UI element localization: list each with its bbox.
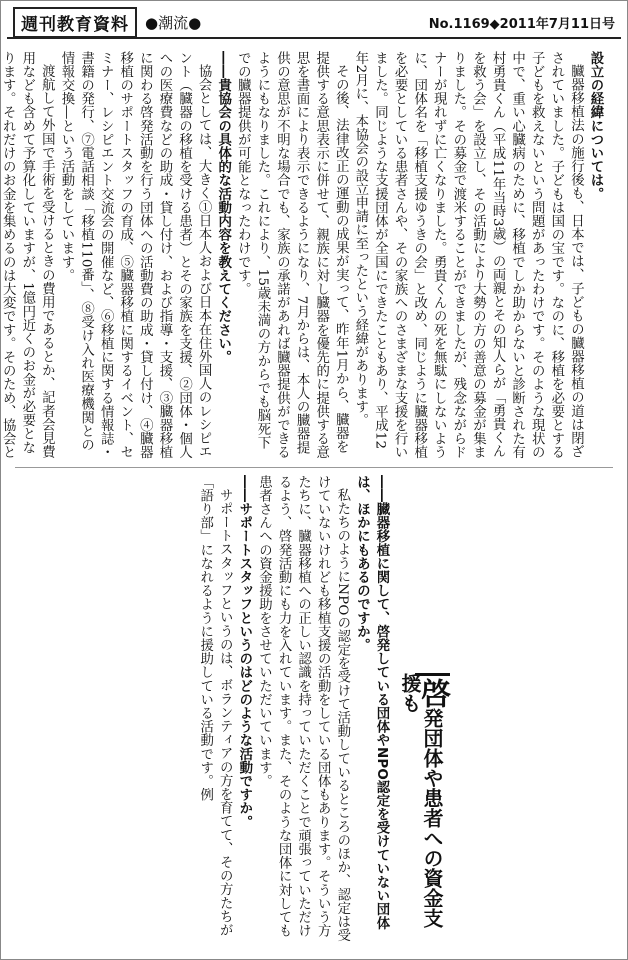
column-divider	[15, 467, 613, 468]
interview-question: ――貴協会の具体的な活動内容を教えてください。	[215, 51, 231, 364]
subheading-initial: 啓	[415, 673, 450, 708]
publication-title: 週刊教育資料	[13, 7, 137, 38]
article-upper-text	[0, 51, 605, 461]
interview-question: ――サポートスタッフというのはどのような活動ですか。	[236, 475, 252, 829]
subheading	[397, 673, 450, 945]
page-header	[7, 7, 621, 39]
section-heading: 設立の経緯については。	[588, 51, 603, 201]
paragraph: その後、法律改正の運動の成果が実って、昨年1月から、臓器を提供する意思表示に併せて、親族に対し臓器を優先的に提供する意思を書面により表示できるようになり、7月からは、本人の臓器提供の意思が不明な場合でも、家族の承諾があれば臓器提供ができるようにもなりました。これにより、15歳未満の方からでも脳死下での臓器提供が可能となったわけです。	[235, 51, 349, 459]
issue-info: No.1169◆2011年7月11日号	[428, 16, 615, 32]
article-lower-text	[21, 475, 391, 945]
subheading-text: 発団体や患者への資金支援も	[398, 673, 444, 928]
paragraph: 協会としては、大きく①日本人および日本在住外国人のレシピエント（臓器の移植を受ける患者）とその家族を支援、②団体・個人への医療費などの助成・貸し付け、および指導・支援、③臓器移植に関わる啓発活動を行う団体への活動費の助成・貸し付け、④臓器移植のサポートスタッフの育成、⑤臓器移植に関するイベント、セミナー、レシピエント交流会の開催など、⑥移植に関する情報誌・書籍の発行、⑦電話相談「移植110番」、⑧受け入れ医療機関との情報交換―という活動をしています。	[58, 51, 212, 459]
section-label: ●潮流●	[145, 13, 202, 32]
paragraph: 私たちのようにNPOの認定を受けて活動しているところのほか、認定は受けていないけれども移植支援の活動をしている団体もあります。そういう方たちに、臓器移植への正しい認識を持っていただくことで頑張っていただけるよう、啓発活動にも力を入れています。また、そのような団体に対しても患者さんへの資金援助をさせていただいています。	[256, 475, 350, 943]
paragraph: 臓器移植法の施行後も、日本では、子どもの臓器移植の道は閉ざされていました。子どもは国の宝です。なのに、移植を必要とする子どもを救えないという問題があったわけです。そのような現状の中で、重い心臓病のために、移植でしか助からないと診断された有村勇貴くん（平成11年当時3歳）の両親とその知人らが「勇貴くんを救う会」を設立し、その活動により大勢の方の善意の募金が集まりました。その募金で渡米することができましたが、残念ながらドナーが現れずに亡くなりました。勇貴くんの死を無駄にしないように、団体名を「移植支援ゆうきの会」と改め、同じように臓器移植を必要としている患者さんや、その家族へのさまざまな支援を行いました。同じような支援団体が全国にできたこともあり、平成12年2月に、本協会の設立申請に至ったという経緯があります。	[352, 51, 584, 459]
interview-question: ――臓器移植に関して、啓発している団体やNPO認定を受けていない団体は、ほかにもあるのですか。	[354, 475, 389, 930]
paragraph: サポートスタッフというのは、ボランティアの方を育てて、その方たちが「語り部」になれるように援助している活動です。例	[197, 475, 233, 938]
paragraph: 渡航して外国で手術を受けるときの費用であるとか、記者会見費用なども含めて予算化していますが、1億円近くのお金が必要となります。それだけのお金を集めるのは大変です。そのため、協会と	[0, 51, 55, 459]
